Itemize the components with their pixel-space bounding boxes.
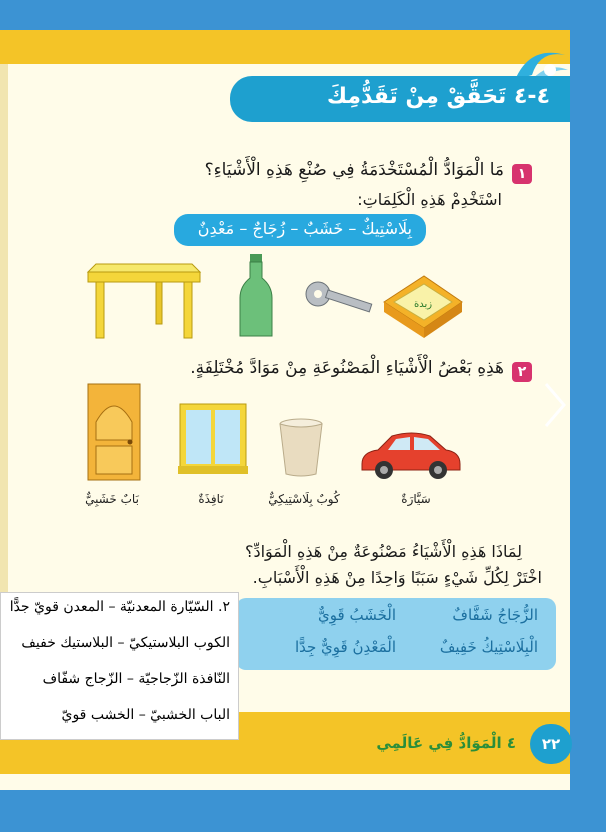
word-bank [174, 214, 426, 246]
reason-glass: الزُّجَاجُ شَفَّافٌ [452, 606, 538, 624]
answer-line: النّافذة الزّجاجيّة – الزّجاج شفّاف [42, 671, 230, 687]
page-number: ٢٢ [530, 724, 572, 764]
question-2-statement: هَذِهِ بَعْضُ الْأَشْيَاءِ الْمَصْنُوعَةِ مِنْ مَوَادَّ مُخْتَلِفَةٍ. [190, 358, 504, 378]
glass-bottle-icon [238, 252, 274, 340]
word-bank-text: بِلَاسْتِيكٌ – خَشَبٌ – زُجَاجٌ – مَعْدِنٌ [197, 219, 412, 238]
question-1-text: مَا الْمَوَادُّ الْمُسْتَخْدَمَةُ فِي صُنْعِ هَذِهِ الْأَشْيَاءِ؟ [204, 160, 504, 180]
answer-line: الكوب البلاستيكيّ – البلاستيك خفيف [21, 635, 230, 651]
question-1-instruction: اسْتَخْدِمْ هَذِهِ الْكَلِمَاتِ: [357, 190, 502, 209]
next-page-arrow-icon[interactable] [540, 380, 570, 430]
answer-line: ٢. السّيّارة المعدنيّة – المعدن قويّ جدًّا [9, 599, 230, 615]
glass-window-icon [178, 402, 248, 476]
question-number-badge: ١ [512, 164, 532, 184]
label-wooden-door: بَابٌ خَشَبِيٌّ [85, 492, 139, 506]
section-title-bar [230, 76, 570, 122]
question-number-badge: ٢ [512, 362, 532, 382]
label-window: نَافِذَةٌ [198, 492, 224, 506]
answer-card [0, 592, 239, 740]
reasons-box [236, 598, 556, 670]
table-icon [84, 262, 204, 340]
butter-box-icon [380, 272, 466, 342]
butter-label: زبدة [414, 299, 433, 310]
wooden-door-icon [86, 382, 142, 482]
reason-wood: الْخَشَبُ قَوِيٌّ [318, 606, 396, 624]
reason-plastic: الْبِلَاسْتِيكُ خَفِيفٌ [439, 638, 538, 656]
car-icon [358, 430, 464, 480]
answer-line: الباب الخشبيّ – الخشب قويّ [61, 707, 230, 723]
plastic-cup-icon [278, 418, 324, 478]
label-plastic-cup: كُوبٌ بِلَاسْتِيكِيٌّ [268, 492, 340, 506]
question-2-choose: اخْتَرْ لِكُلِّ شَيْءٍ سَبَبًا وَاحِدًا مِنْ هَذِهِ الْأَسْبَابِ. [252, 568, 542, 587]
reason-metal: الْمَعْدِنُ قَوِيٌّ جِدًّا [294, 638, 396, 656]
section-title: ٤-٤ تَحَقَّقْ مِنْ تَقَدُّمِكَ [326, 84, 550, 109]
question-2-why: لِمَاذَا هَذِهِ الْأَشْيَاءُ مَصْنُوعَةٌ مِنْ هَذِهِ الْمَوَادِّ؟ [244, 542, 522, 561]
chapter-footer: ٤ الْمَوَادُّ فِي عَالَمِي [376, 734, 516, 752]
label-car: سَيَّارَةٌ [401, 492, 431, 506]
metal-key-icon [304, 280, 378, 320]
top-yellow-band [0, 30, 570, 64]
